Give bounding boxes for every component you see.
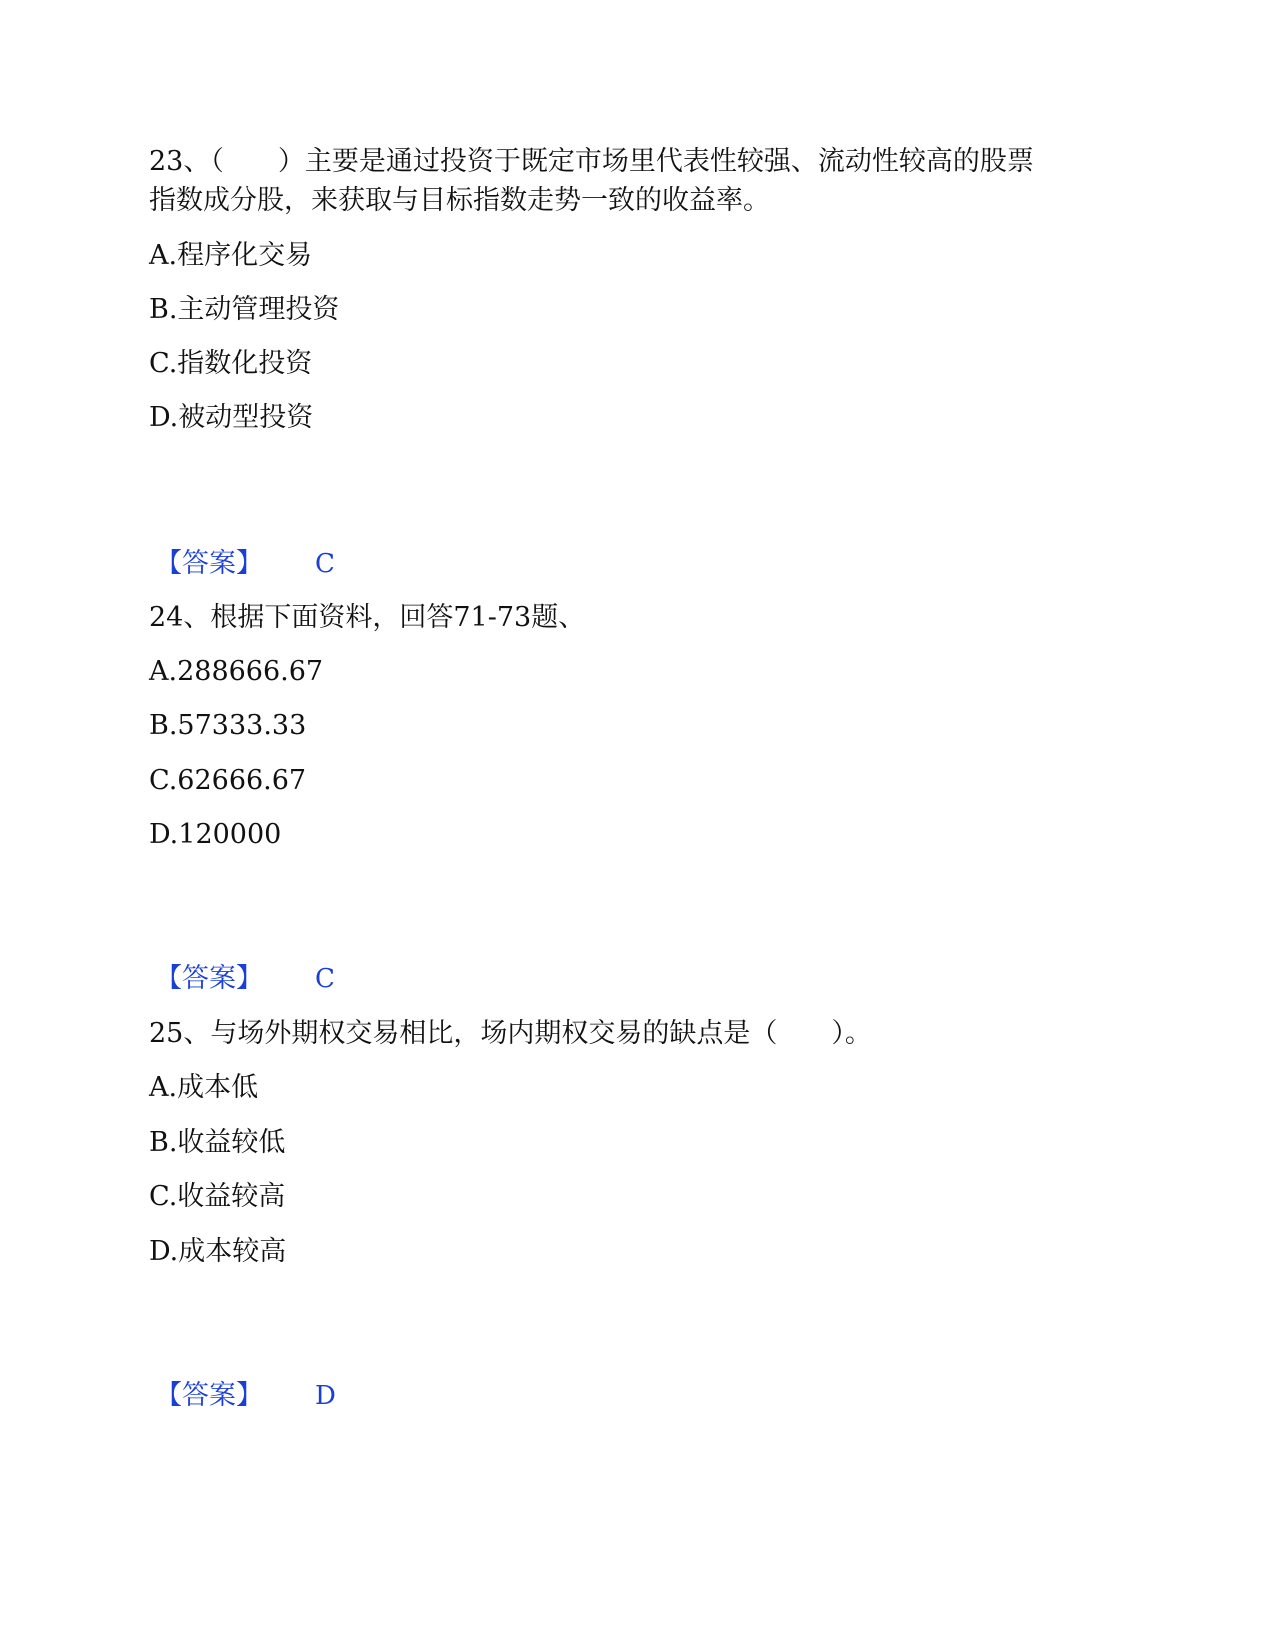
option-c: C.收益较高 <box>149 1181 286 1212</box>
answer-label: 【答案】 <box>155 1380 263 1411</box>
answer-line <box>155 544 335 584</box>
option-b: B.57333.33 <box>149 710 307 741</box>
option-a: A.程序化交易 <box>149 240 313 271</box>
option-d: D.120000 <box>149 819 282 850</box>
answer-line <box>155 959 335 999</box>
option-b: B.收益较低 <box>149 1127 286 1158</box>
option-a: A.288666.67 <box>149 656 324 687</box>
answer-value: C <box>315 964 335 994</box>
option-c: C.62666.67 <box>149 765 307 796</box>
answer-line <box>155 1376 336 1416</box>
option-b: B.主动管理投资 <box>149 294 340 325</box>
answer-value: D <box>315 1381 336 1411</box>
option-c: C.指数化投资 <box>149 348 313 379</box>
question-stem-line: 25、与场外期权交易相比，场内期权交易的缺点是（ ）。 <box>149 1018 872 1049</box>
option-a: A.成本低 <box>149 1072 259 1103</box>
question-stem-line: 指数成分股，来获取与目标指数走势一致的收益率。 <box>149 185 770 216</box>
answer-label: 【答案】 <box>155 963 263 994</box>
question-stem-line: 23、（ ）主要是通过投资于既定市场里代表性较强、流动性较高的股票 <box>149 146 1034 177</box>
answer-label: 【答案】 <box>155 548 263 579</box>
option-d: D.成本较高 <box>149 1236 287 1267</box>
option-d: D.被动型投资 <box>149 402 314 433</box>
answer-value: C <box>315 549 335 579</box>
question-stem-line: 24、根据下面资料，回答71-73题、 <box>149 602 586 633</box>
